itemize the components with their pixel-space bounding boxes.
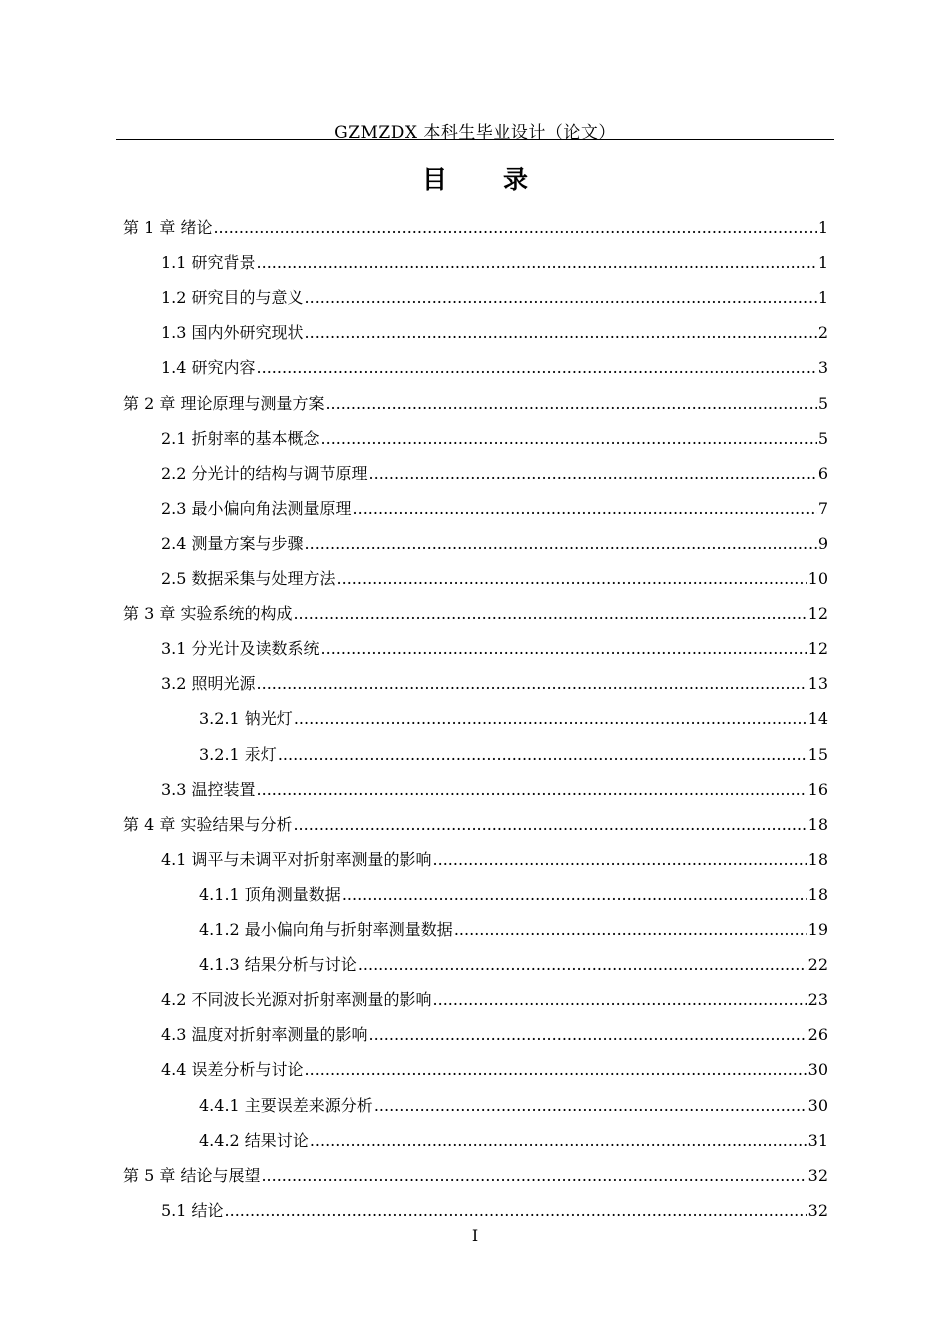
toc-entry-page: 7 (817, 498, 828, 518)
toc-entry[interactable] (199, 737, 828, 772)
toc-entry[interactable] (161, 561, 828, 596)
toc-entry[interactable] (161, 491, 828, 526)
toc-entry[interactable] (161, 350, 828, 385)
toc-entry-label: 1.1 研究背景 (161, 253, 256, 273)
toc-entry-page: 26 (807, 1025, 828, 1045)
toc-entry-page: 1 (817, 253, 828, 273)
toc-entry-label: 5.1 结论 (161, 1200, 224, 1220)
toc-entry[interactable] (123, 807, 828, 842)
toc-entry-page: 12 (807, 604, 828, 624)
toc-entry[interactable] (161, 772, 828, 807)
toc-entry-page: 6 (817, 463, 828, 483)
toc-leader-dots (293, 807, 806, 842)
toc-entry-page: 31 (807, 1130, 828, 1150)
toc-entry-label: 4.1.2 最小偏向角与折射率测量数据 (199, 920, 453, 939)
toc-entry-label: 第 5 章 结论与展望 (123, 1165, 261, 1185)
title-char-2: 录 (503, 165, 529, 194)
toc-entry[interactable] (161, 1052, 828, 1087)
toc-leader-dots (257, 350, 817, 385)
toc-entry-page: 18 (807, 849, 828, 869)
toc-entry-page: 16 (807, 779, 828, 799)
toc-leader-dots (321, 631, 807, 666)
toc-entry-label: 4.1 调平与未调平对折射率测量的影响 (161, 849, 432, 869)
toc-entry[interactable] (161, 245, 828, 280)
toc-entry-label: 2.3 最小偏向角法测量原理 (161, 498, 352, 518)
toc-entry[interactable] (161, 280, 828, 315)
toc-entry[interactable] (161, 421, 828, 456)
toc-entry-page: 5 (817, 428, 828, 448)
toc-leader-dots (294, 701, 807, 736)
toc-leader-dots (305, 1052, 807, 1087)
toc-entry-label: 4.1.1 顶角测量数据 (199, 884, 341, 904)
toc-entry[interactable] (199, 701, 828, 736)
toc-entry[interactable] (161, 631, 828, 666)
toc-entry-page: 12 (807, 639, 828, 659)
toc-entry-label: 2.2 分光计的结构与调节原理 (161, 463, 368, 483)
toc-leader-dots (369, 456, 817, 491)
toc-entry-page: 30 (807, 1060, 828, 1080)
toc-leader-dots (337, 561, 807, 596)
toc-entry[interactable] (199, 1088, 828, 1123)
toc-entry-label: 第 2 章 理论原理与测量方案 (123, 393, 325, 413)
toc-leader-dots (257, 666, 807, 701)
title-char-1: 目 (421, 165, 447, 194)
toc-entry-label: 4.4.2 结果讨论 (199, 1130, 309, 1150)
toc-entry-label: 4.2 不同波长光源对折射率测量的影响 (161, 990, 432, 1010)
toc-entry-page: 22 (807, 955, 828, 975)
toc-entry[interactable] (123, 386, 828, 421)
toc-leader-dots (369, 1017, 807, 1052)
toc-entry-label: 1.2 研究目的与意义 (161, 288, 304, 308)
toc-entry-page: 5 (817, 393, 828, 413)
toc-entry[interactable] (161, 1017, 828, 1052)
toc-entry-label: 第 4 章 实验结果与分析 (123, 814, 293, 834)
toc-leader-dots (374, 1088, 807, 1123)
toc-entry-page: 30 (807, 1095, 828, 1115)
toc-entry-page: 32 (807, 1200, 828, 1220)
toc-leader-dots (433, 982, 807, 1017)
toc-entry[interactable] (161, 526, 828, 561)
toc-leader-dots (353, 491, 817, 526)
toc-entry-label: 3.2.1 钠光灯 (199, 709, 293, 729)
toc-entry-label: 3.2 照明光源 (161, 674, 256, 694)
toc-entry[interactable] (161, 315, 828, 350)
toc-entry[interactable] (161, 842, 828, 877)
toc-entry-page: 1 (817, 288, 828, 308)
toc-leader-dots (454, 912, 807, 947)
toc-leader-dots (261, 1158, 806, 1193)
toc-leader-dots (358, 947, 807, 982)
toc-entry-page: 13 (807, 674, 828, 694)
toc-entry[interactable] (123, 1158, 828, 1193)
toc-entry-page: 3 (817, 358, 828, 378)
toc-entry-label: 3.1 分光计及读数系统 (161, 639, 320, 659)
toc-entry-label: 2.4 测量方案与步骤 (161, 533, 304, 553)
toc-entry[interactable] (161, 666, 828, 701)
toc-leader-dots (321, 421, 817, 456)
toc-entry-label: 第 1 章 绪论 (123, 218, 213, 237)
toc-leader-dots (257, 772, 807, 807)
toc-leader-dots (342, 877, 807, 912)
page-title (116, 160, 834, 196)
toc-entry[interactable] (199, 1123, 828, 1158)
toc-entry-page: 32 (807, 1165, 828, 1185)
toc-entry-label: 4.1.3 结果分析与讨论 (199, 955, 357, 975)
toc-entry[interactable] (199, 912, 828, 947)
toc-entry[interactable] (161, 456, 828, 491)
toc-entry-label: 4.3 温度对折射率测量的影响 (161, 1025, 368, 1045)
toc-entry[interactable] (199, 947, 828, 982)
toc-leader-dots (213, 210, 816, 245)
toc-leader-dots (310, 1123, 807, 1158)
toc-entry-label: 2.1 折射率的基本概念 (161, 428, 320, 448)
toc-entry-page: 15 (807, 744, 828, 764)
header-rule (116, 139, 834, 140)
toc-entry-page: 18 (807, 814, 828, 834)
toc-leader-dots (278, 737, 807, 772)
toc-entry-page: 23 (807, 990, 828, 1010)
toc-entry-page: 1 (817, 218, 828, 237)
toc-entry-label: 1.4 研究内容 (161, 358, 256, 378)
toc-leader-dots (225, 1193, 807, 1228)
toc-entry-label: 3.3 温控装置 (161, 779, 256, 799)
toc-entry-page: 18 (807, 884, 828, 904)
toc-leader-dots (293, 596, 806, 631)
toc-leader-dots (257, 245, 817, 280)
page-number: I (471, 1226, 479, 1245)
toc-entry-page: 19 (807, 920, 828, 939)
toc-entry-page: 9 (817, 533, 828, 553)
toc-entry[interactable] (123, 596, 828, 631)
toc-leader-dots (325, 386, 816, 421)
toc-entry-label: 3.2.1 汞灯 (199, 744, 277, 764)
toc-leader-dots (305, 315, 817, 350)
toc-entry[interactable] (161, 1193, 828, 1228)
toc-leader-dots (433, 842, 807, 877)
toc-leader-dots (305, 526, 817, 561)
running-header: GZMZDX 本科生毕业设计（论文） (334, 123, 616, 143)
toc-entry-label: 1.3 国内外研究现状 (161, 323, 304, 343)
toc-entry[interactable] (161, 982, 828, 1017)
toc-entry-page: 2 (817, 323, 828, 343)
toc-entry-label: 2.5 数据采集与处理方法 (161, 569, 336, 588)
toc-entry-label: 4.4.1 主要误差来源分析 (199, 1095, 373, 1115)
toc-leader-dots (305, 280, 817, 315)
toc-entry-page: 14 (807, 709, 828, 729)
toc-entry-page: 10 (807, 569, 828, 588)
toc-entry-label: 第 3 章 实验系统的构成 (123, 604, 293, 624)
toc-entry[interactable] (199, 877, 828, 912)
toc-entry-label: 4.4 误差分析与讨论 (161, 1060, 304, 1080)
toc-entry[interactable] (123, 210, 828, 245)
